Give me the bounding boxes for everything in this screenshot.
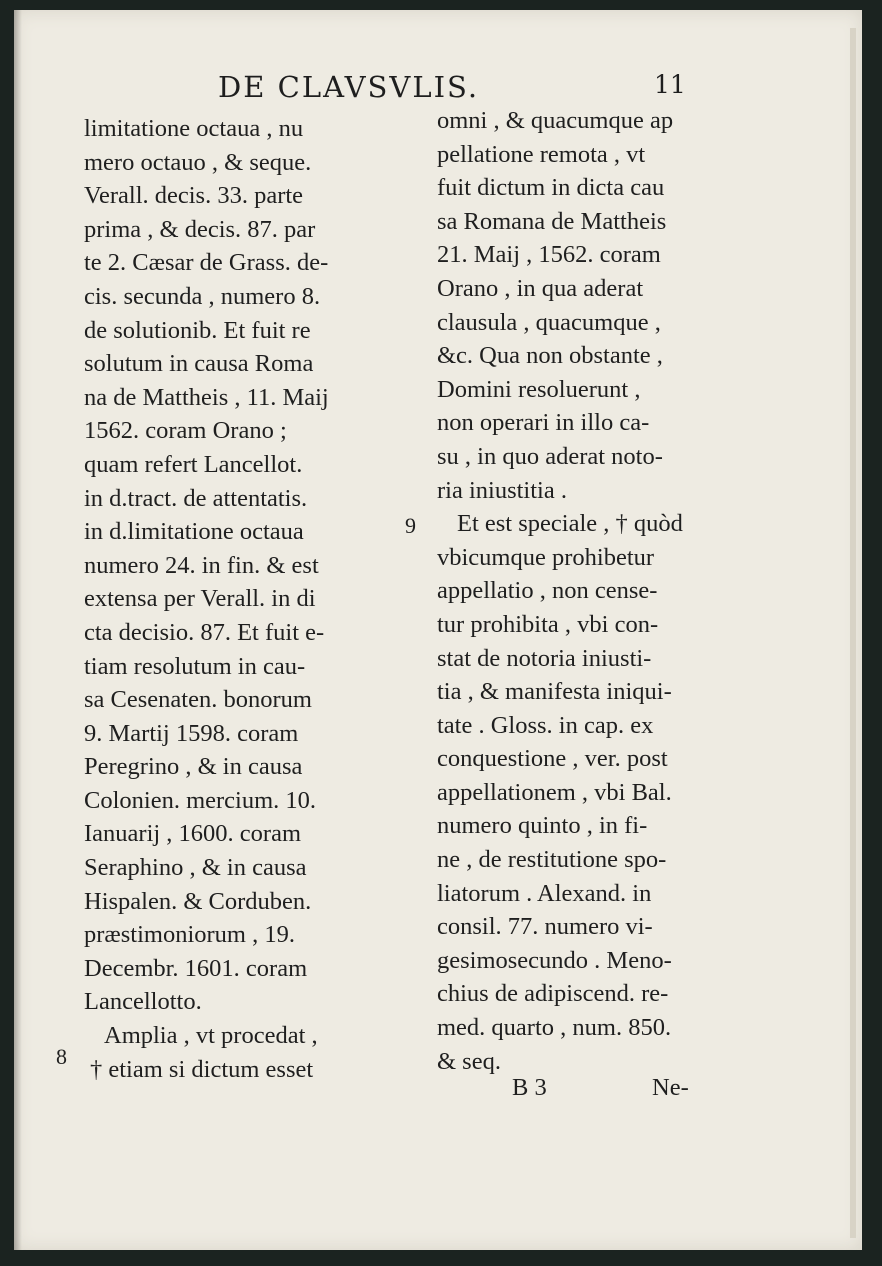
text-line: numero 24. in fin. & est bbox=[84, 551, 319, 579]
text-line: stat de notoria iniusti- bbox=[437, 644, 652, 672]
text-line: de solutionib. Et fuit re bbox=[84, 316, 311, 344]
text-line: cis. secunda , numero 8. bbox=[84, 282, 321, 310]
text-line: tate . Gloss. in cap. ex bbox=[437, 711, 654, 739]
text-line: 1562. coram Orano ; bbox=[84, 417, 287, 445]
text-line: Orano , in qua aderat bbox=[437, 274, 644, 302]
text-line: & seq. bbox=[437, 1047, 501, 1075]
text-line: omni , & quacumque ap bbox=[437, 107, 674, 134]
text-line: præstimoniorum , 19. bbox=[84, 921, 295, 949]
text-line: conquestione , ver. post bbox=[437, 745, 668, 773]
text-line: Decembr. 1601. coram bbox=[84, 954, 308, 982]
text-line: Lancellotto. bbox=[84, 988, 202, 1016]
text-line: in d.tract. de attentatis. bbox=[84, 484, 308, 512]
text-line: na de Mattheis , 11. Maij bbox=[84, 383, 329, 411]
text-line: tiam resolutum in cau- bbox=[84, 652, 306, 680]
text-line: limitatione octaua , nu bbox=[84, 115, 304, 142]
text-line: tia , & manifesta iniqui- bbox=[437, 678, 672, 706]
text-line: in d.limitatione octaua bbox=[84, 518, 304, 546]
text-line: gesimosecundo . Meno- bbox=[437, 946, 672, 974]
text-line: &c. Qua non obstante , bbox=[437, 342, 663, 370]
text-line: med. quarto , num. 850. bbox=[437, 1014, 672, 1042]
text-line: te 2. Cæsar de Grass. de- bbox=[84, 249, 329, 277]
text-line: 9. Martij 1598. coram bbox=[84, 719, 299, 747]
text-line: sa Romana de Mattheis bbox=[437, 207, 667, 235]
page-edge bbox=[850, 28, 856, 1238]
text-line: Amplia , vt procedat , bbox=[104, 1022, 318, 1050]
text-line: quam refert Lancellot. bbox=[84, 450, 303, 478]
text-line: pellatione remota , vt bbox=[437, 140, 646, 168]
text-line: non operari in illo ca- bbox=[437, 409, 650, 437]
text-line: fuit dictum in dicta cau bbox=[437, 174, 665, 202]
text-line: Peregrino , & in causa bbox=[84, 753, 303, 781]
text-line: Et est speciale , † quòd bbox=[457, 510, 683, 538]
text-line: appellatio , non cense- bbox=[437, 577, 658, 605]
text-line: Seraphino , & in causa bbox=[84, 854, 307, 882]
text-line: Verall. decis. 33. parte bbox=[84, 182, 304, 210]
signature-mark: B 3 bbox=[512, 1074, 547, 1101]
text-line: cta decisio. 87. Et fuit e- bbox=[84, 618, 325, 646]
text-line: tur prohibita , vbi con- bbox=[437, 610, 659, 638]
text-line: ria iniustitia . bbox=[437, 476, 567, 504]
text-line: appellationem , vbi Bal. bbox=[437, 778, 672, 806]
text-line: chius de adipiscend. re- bbox=[437, 980, 669, 1008]
margin-number-left: 8 bbox=[56, 1044, 67, 1069]
text-line: vbicumque prohibetur bbox=[437, 543, 655, 571]
text-line: liatorum . Alexand. in bbox=[437, 879, 652, 907]
text-line: prima , & decis. 87. par bbox=[84, 215, 316, 243]
text-line: Domini resoluerunt , bbox=[437, 375, 641, 403]
text-line: consil. 77. numero vi- bbox=[437, 913, 653, 941]
text-line: Ianuarij , 1600. coram bbox=[84, 820, 302, 848]
text-line: extensa per Verall. in di bbox=[84, 585, 316, 613]
text-line: clausula , quacumque , bbox=[437, 308, 661, 336]
text-line: sa Cesenaten. bonorum bbox=[84, 686, 312, 714]
catchword: Ne- bbox=[652, 1074, 689, 1101]
text-line: su , in quo aderat noto- bbox=[437, 442, 663, 470]
running-head: DE CLAVSVLIS. bbox=[218, 70, 480, 104]
text-line: 21. Maij , 1562. coram bbox=[437, 241, 661, 269]
text-line: Colonien. mercium. 10. bbox=[84, 786, 317, 814]
text-line: Hispalen. & Corduben. bbox=[84, 887, 312, 915]
text-line: ne , de restitutione spo- bbox=[437, 846, 667, 874]
text-line: solutum in causa Roma bbox=[84, 350, 314, 378]
margin-number-right: 9 bbox=[405, 513, 416, 538]
right-text-column bbox=[437, 104, 737, 1078]
text-line: † etiam si dictum esset bbox=[90, 1055, 314, 1083]
left-text-column bbox=[84, 112, 384, 1086]
text-line: numero quinto , in fi- bbox=[437, 812, 648, 840]
folio-number: 11 bbox=[654, 70, 686, 99]
text-line: mero octauo , & seque. bbox=[84, 148, 312, 176]
